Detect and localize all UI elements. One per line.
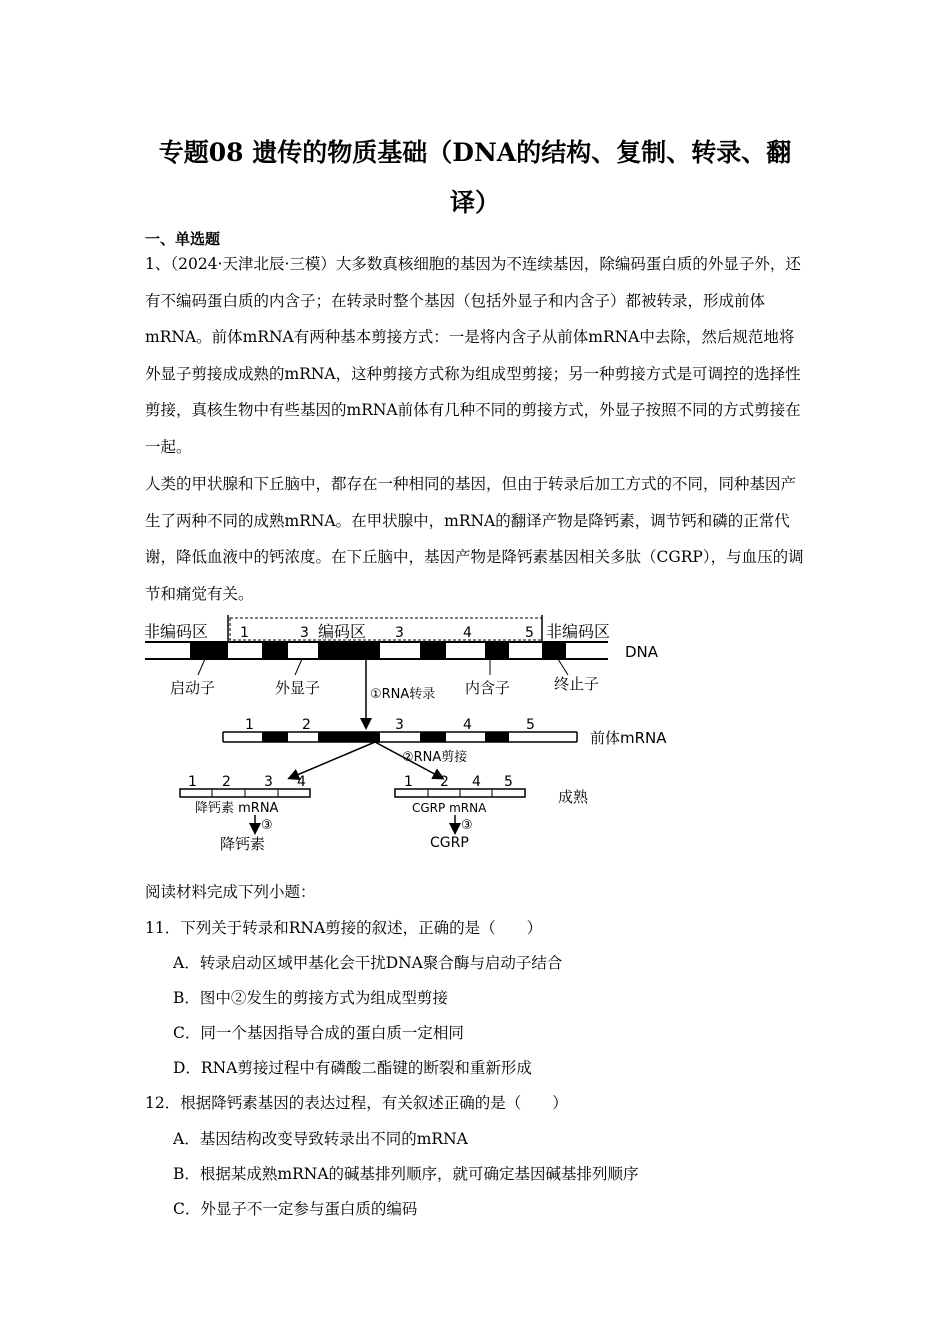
exon-label: 外显子 — [275, 679, 321, 697]
answer-option: B．根据某成熟mRNA的碱基排列顺序，就可确定基因碱基排列顺序 — [173, 1165, 639, 1183]
right-number: 1 — [404, 774, 413, 790]
translation-step-left: ③ — [261, 818, 273, 833]
promoter-segment — [190, 642, 228, 659]
left-number: 4 — [297, 774, 306, 790]
splicing-step-label: ②RNA剪接 — [402, 750, 468, 765]
right-number: 5 — [504, 774, 513, 790]
instruction-text: 阅读材料完成下列小题： — [145, 883, 316, 901]
pre-number: 1 — [245, 717, 254, 733]
intron-segment — [318, 642, 380, 659]
promoter-label: 启动子 — [170, 679, 216, 697]
left-number: 3 — [264, 774, 273, 790]
coding-label: 编码区 — [318, 622, 367, 641]
question-stem: 12．根据降钙素基因的表达过程，有关叙述正确的是（ ） — [145, 1094, 568, 1112]
answer-option: D．RNA剪接过程中有磷酸二酯键的断裂和重新形成 — [173, 1059, 532, 1077]
passage-paragraph-1: 1、（2024·天津北辰·三模）大多数真核细胞的基因为不连续基因，除编码蛋白质的外显子外，还有不编码蛋白质的内含子；在转录时整个基因（包括外显子和内含子）都被转录，形成前体mRNA。前体mRNA有两种基本剪接方式：一是将内含子从前体mRNA中去除，然后规范地将外显子剪接成成熟的mRNA，这种剪接方式称为组成型剪接；另一种剪接方式是可调控的选择性剪接，真核生物中有些基因的mRNA前体有几种不同的剪接方式，外显子按照不同的方式剪接在一起。 — [145, 255, 801, 456]
terminator-segment — [542, 642, 566, 659]
noncoding-left-label: 非编码区 — [144, 622, 209, 641]
intron-label: 内含子 — [465, 679, 511, 697]
left-number: 1 — [188, 774, 197, 790]
pre-number: 5 — [526, 717, 535, 733]
mature-label: 成熟 — [558, 788, 589, 806]
left-number: 2 — [222, 774, 231, 790]
intron-segment — [420, 642, 446, 659]
cgrp-label: CGRP — [430, 835, 469, 851]
terminator-label: 终止子 — [554, 675, 600, 693]
dna-label: DNA — [625, 643, 659, 661]
title-line-2: 译） — [449, 188, 500, 217]
noncoding-right-label: 非编码区 — [546, 622, 611, 641]
pre-mrna-strand — [223, 732, 577, 742]
pre-number: 3 — [395, 717, 404, 733]
title-line-1: 专题08 遗传的物质基础（DNA的结构、复制、转录、翻 — [158, 138, 792, 167]
transcription-step-label: ①RNA转录 — [370, 687, 436, 702]
answer-option: A．基因结构改变导致转录出不同的mRNA — [173, 1130, 468, 1148]
passage-paragraph-2: 人类的甲状腺和下丘脑中，都存在一种相同的基因，但由于转录后加工方式的不同，同种基因产生了两种不同的成熟mRNA。在甲状腺中，mRNA的翻译产物是降钙素，调节钙和磷的正常代谢，降低血液中的钙浓度。在下丘脑中，基因产物是降钙素基因相关多肽（CGRP），与血压的调节和痛觉有关。 — [145, 475, 804, 603]
calcitonin-mrna-label: 降钙素 mRNA — [195, 801, 279, 816]
dna-number: 4 — [463, 625, 472, 641]
pre-number: 2 — [302, 717, 311, 733]
dna-number: 5 — [525, 625, 534, 641]
dna-strand — [145, 642, 608, 659]
answer-option: B．图中②发生的剪接方式为组成型剪接 — [173, 989, 448, 1007]
answer-option: A．转录启动区域甲基化会干扰DNA聚合酶与启动子结合 — [173, 954, 563, 972]
gene-expression-diagram — [140, 615, 700, 860]
calcitonin-mrna-strand — [180, 789, 310, 797]
intron-segment — [262, 642, 288, 659]
dna-number: 3 — [300, 625, 309, 641]
right-number: 4 — [472, 774, 481, 790]
answer-option: C．同一个基因指导合成的蛋白质一定相同 — [173, 1024, 464, 1042]
calcitonin-label: 降钙素 — [220, 835, 266, 853]
right-number: 2 — [440, 774, 449, 790]
pre-number: 4 — [463, 717, 472, 733]
cgrp-mrna-strand — [395, 789, 525, 797]
pre-mrna-label: 前体mRNA — [590, 729, 667, 747]
intron-segment — [485, 642, 509, 659]
cgrp-mrna-label: CGRP mRNA — [412, 801, 487, 815]
question-stem: 11．下列关于转录和RNA剪接的叙述，正确的是（ ） — [145, 919, 543, 937]
answer-option: C．外显子不一定参与蛋白质的编码 — [173, 1200, 418, 1218]
section-heading: 一、单选题 — [145, 230, 221, 248]
dna-number: 3 — [395, 625, 404, 641]
translation-step-right: ③ — [461, 818, 473, 833]
document-title — [130, 128, 820, 228]
dna-number: 1 — [240, 625, 249, 641]
